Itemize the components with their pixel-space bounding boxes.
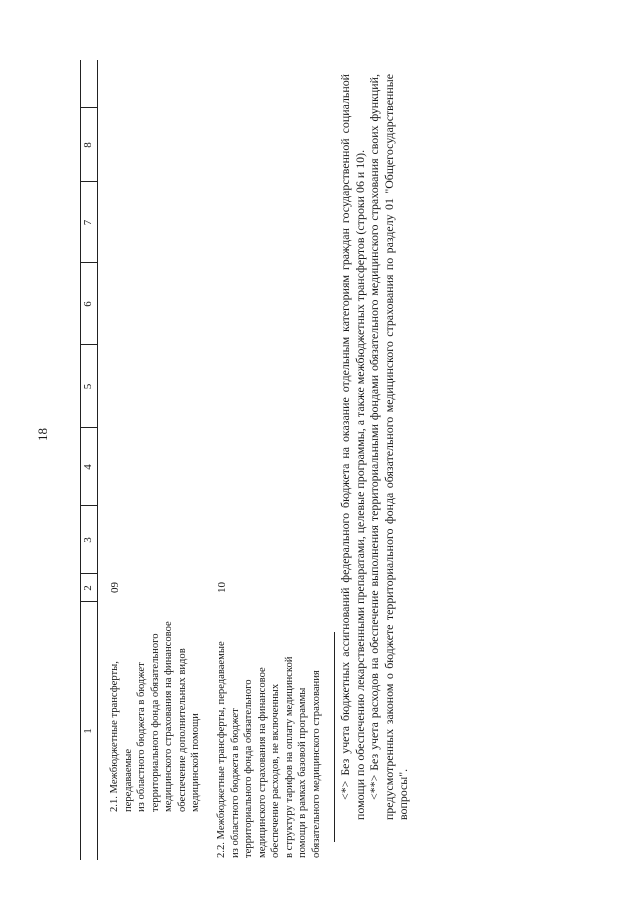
footnote: <*> Без учета бюджетных ассигнований федерального бюджета на оказание отдельным категориям граждан государственной социальной помощи по обеспечению лекарственными препаратами, целевые программы, а также межбюджетных трансфертов (строки 06 и 10). bbox=[338, 74, 367, 820]
table-header-border bbox=[97, 60, 98, 860]
table-header-cell: 7 bbox=[82, 219, 94, 226]
table-header-cell: 8 bbox=[82, 142, 94, 148]
table-header-cell: 4 bbox=[82, 464, 94, 470]
table-header-cell: 3 bbox=[82, 537, 94, 543]
table-row-code: 10 bbox=[216, 582, 228, 593]
table-header-cell: 2 bbox=[82, 585, 94, 591]
table-row-label: 2.1. Межбюджетные трансферты, передаваемые из областного бюджета в бюджет территориального фонда обязательного медицинского страхования на финансовое обеспечение дополнительных видов медицинской помощи bbox=[109, 621, 201, 812]
table-header-cell: 6 bbox=[82, 301, 94, 307]
page-number: 18 bbox=[35, 428, 50, 441]
table-header-cell: 1 bbox=[82, 728, 94, 734]
table-row-code: 09 bbox=[109, 582, 121, 593]
footnote-divider bbox=[334, 632, 335, 842]
footnote: <**> Без учета расходов на обеспечение выполнения территориальными фондами обязательного медицинского страхования своих функций, предусмотренных законом о бюджете территориального фонда обязательного медицинского страхования по разделу 01 "Общегосударственные вопросы". bbox=[367, 74, 411, 820]
footnotes bbox=[338, 74, 411, 820]
table-header-cell: 5 bbox=[82, 383, 94, 390]
table-row-label: 2.2. Межбюджетные трансферты, передаваемые из областного бюджета в бюджет территориального фонда обязательного медицинского страхования на финансовое обеспечение расходов, не включенных в структуру тарифов на оплату медицинской помощи в рамках базовой программы обязательного медицинского страхования bbox=[216, 641, 322, 858]
rotated-page-content bbox=[80, 60, 500, 860]
